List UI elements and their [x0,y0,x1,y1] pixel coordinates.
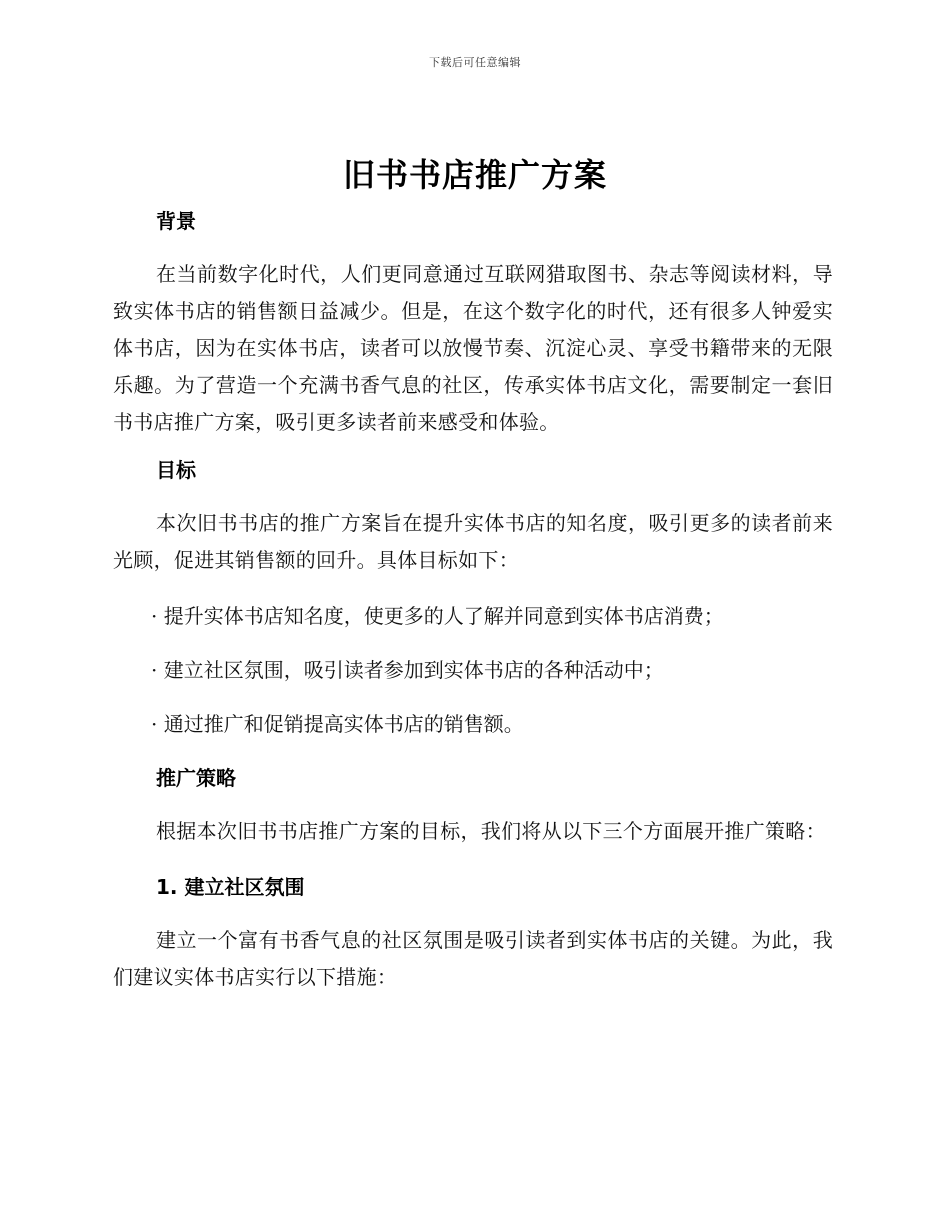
header-note: 下载后可任意编辑 [429,56,521,69]
goal-item: · 提升实体书店知名度，使更多的人了解并同意到实体书店消费； [151,604,724,628]
section-heading-goals: 目标 [156,458,196,482]
subsection-heading-community: 1. 建立社区氛围 [156,875,305,899]
paragraph-goals: 本次旧书书店的推广方案旨在提升实体书店的知名度，吸引更多的读者前来光顾，促进其销售额的回升。具体目标如下： [113,511,833,572]
section-heading-strategy: 推广策略 [156,766,236,790]
goal-item: · 建立社区氛围，吸引读者参加到实体书店的各种活动中； [151,658,664,682]
paragraph-strategy: 根据本次旧书书店推广方案的目标，我们将从以下三个方面展开推广策略： [156,819,826,843]
paragraph-background: 在当前数字化时代，人们更同意通过互联网猎取图书、杂志等阅读材料，导致实体书店的销售额日益减少。但是，在这个数字化的时代，还有很多人钟爱实体书店，因为在实体书店，读者可以放慢节奏、沉淀心灵、享受书籍带来的无限乐趣。为了营造一个充满书香气息的社区，传承实体书店文化，需要制定一套旧书书店推广方案，吸引更多读者前来感受和体验。 [113,262,833,434]
section-heading-background: 背景 [156,209,196,233]
document-title: 旧书书店推广方案 [342,156,607,194]
goal-item: · 通过推广和促销提高实体书店的销售额。 [151,712,524,736]
paragraph-community: 建立一个富有书香气息的社区氛围是吸引读者到实体书店的关键。为此，我们建议实体书店实行以下措施： [113,928,833,989]
document-body [113,204,833,996]
